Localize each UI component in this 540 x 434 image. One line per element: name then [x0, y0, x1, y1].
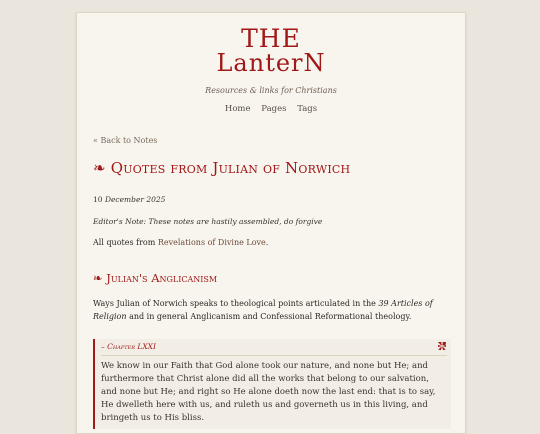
back-to-notes-link[interactable]: « Back to Notes: [93, 136, 158, 145]
site-logo[interactable]: [77, 24, 465, 77]
logo-line-1: THE: [241, 24, 301, 53]
quote-heading: – Chapter LXXI: [101, 342, 156, 351]
source-prefix: All quotes from: [93, 238, 158, 247]
main-nav: [77, 104, 465, 114]
post-date: [93, 195, 165, 204]
page-card: [76, 12, 466, 434]
section-text-before: Ways Julian of Norwich speaks to theological points articulated in the: [93, 299, 379, 308]
date-year: 2025: [146, 195, 166, 204]
source-suffix: .: [265, 238, 269, 247]
editor-note-label: Editor's Note:: [93, 217, 147, 226]
date-day: 10: [93, 195, 103, 204]
section-text-italic: 39 Articles of Religion: [93, 299, 433, 321]
post-title-text: Quotes from Julian of Norwich: [110, 159, 351, 177]
section-text-after: and in general Anglicanism and Confessional Reformational theology.: [126, 312, 412, 321]
post-title: [93, 159, 453, 177]
section-title: Julian's Anglicanism: [106, 271, 218, 285]
quote-body: We know in our Faith that God alone took our nature, and none but He; and furthermore that Christ alone did all the works that belong to our salvation, and none but He; and right so He alone doeth now the last end: that is to say, He dwelleth here with us, and ruleth us and governeth us in this living, and bringeth us to His bliss.: [101, 361, 436, 423]
section-heading: [93, 271, 217, 285]
cross-pattee-icon: [437, 341, 447, 351]
quote-header: [101, 342, 447, 356]
nav-home[interactable]: Home: [224, 104, 251, 114]
logo-line-2: LanterN: [216, 49, 326, 77]
date-month: December: [104, 195, 144, 204]
quote-block: [93, 339, 451, 429]
editor-note-text: These notes are hastily assembled, do forgive: [146, 217, 323, 226]
nav-tags[interactable]: Tags: [297, 104, 318, 114]
fleuron-icon: ❧: [93, 271, 103, 285]
source-link[interactable]: Revelations of Divine Love: [157, 238, 266, 247]
nav-pages[interactable]: Pages: [261, 104, 287, 114]
section-paragraph: [93, 297, 449, 323]
fleuron-icon: ❧: [93, 159, 106, 177]
site-tagline: Resources & links for Christians: [205, 86, 337, 95]
source-line: [93, 238, 268, 247]
editor-note: [93, 217, 322, 226]
